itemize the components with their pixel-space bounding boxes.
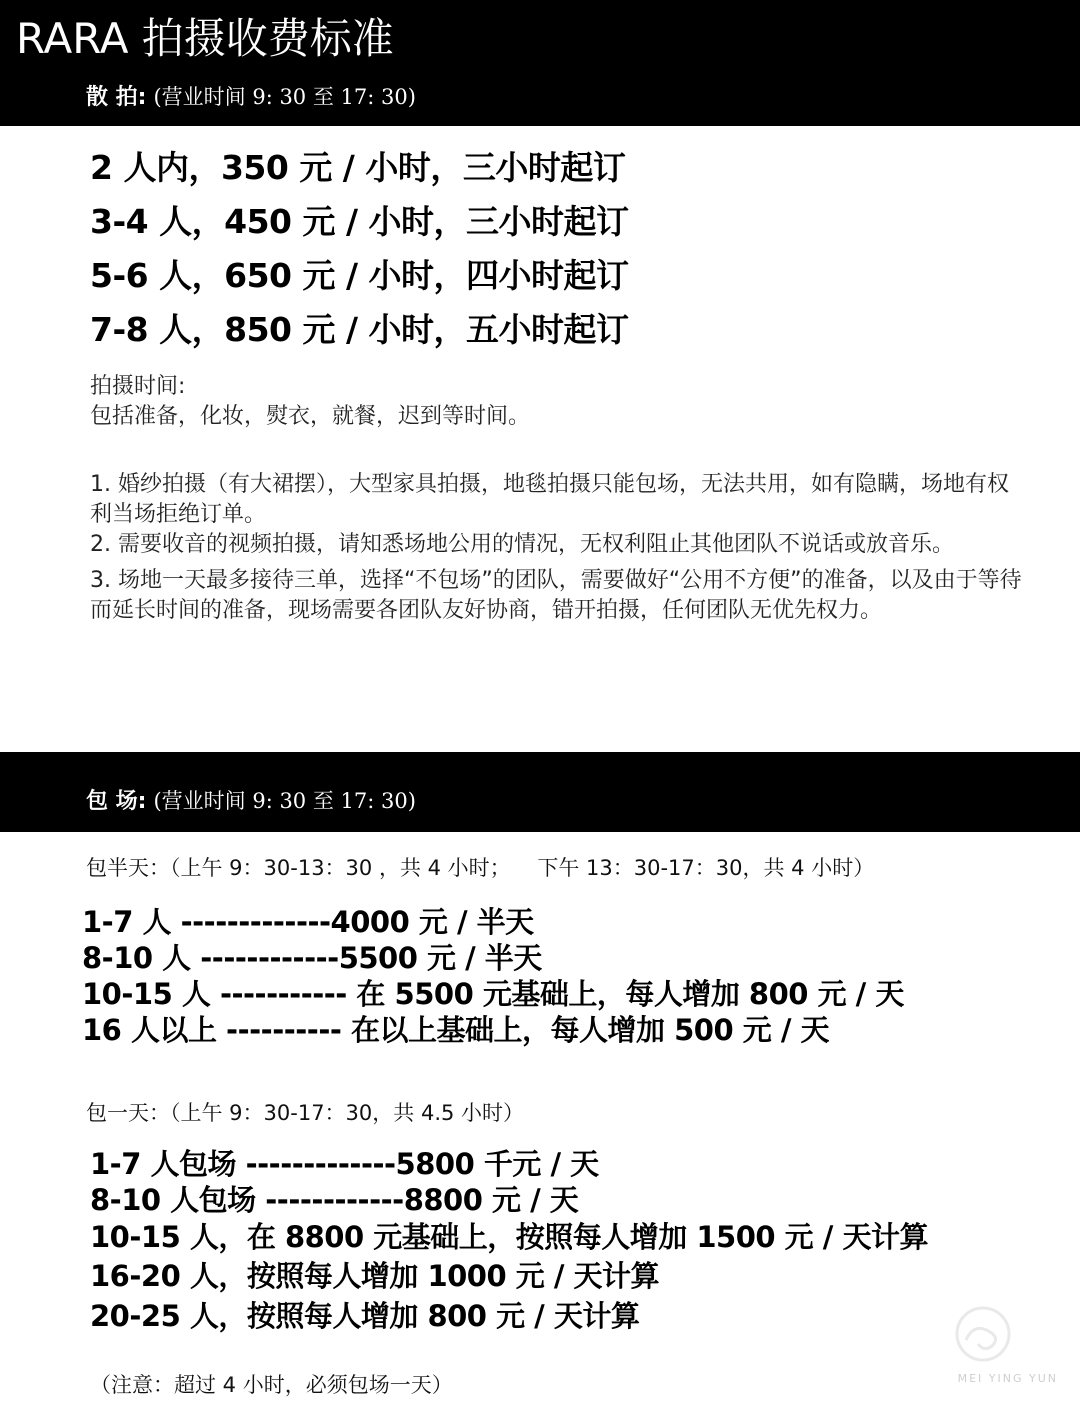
- section-scatter-heading: [86, 80, 416, 115]
- note-3: 3. 场地一天最多接待三单，选择“不包场”的团队，需要做好“公用不方便”的准备，以及由于等待而延长时间的准备，现场需要各团队友好协商，错开拍摄，任何团队无优先权力。: [90, 568, 1022, 623]
- half-day-row-1: 1-7 人 -------------4000 元 / 半天: [82, 905, 534, 939]
- section-scatter-label: 散 拍:: [86, 85, 147, 110]
- section-rental-bar: [0, 752, 1080, 832]
- shoot-time-text: 包括准备，化妆，熨衣，就餐，迟到等时间。: [90, 404, 531, 429]
- scatter-rate-4: 7-8 人，850 元 / 小时，五小时起订: [90, 310, 629, 349]
- page-title: RARA 拍摄收费标准: [16, 14, 394, 63]
- note-2: 2. 需要收音的视频拍摄，请知悉场地公用的情况，无权利阻止其他团队不说话或放音乐。: [90, 532, 954, 557]
- section-rental-label: 包 场:: [86, 789, 147, 814]
- shoot-time-block: [90, 372, 1030, 432]
- full-day-row-4: 16-20 人，按照每人增加 1000 元 / 天计算: [90, 1259, 660, 1293]
- full-day-row-2: 8-10 人包场 ------------8800 元 / 天: [90, 1183, 579, 1217]
- section-scatter-hours: (营业时间 9: 30 至 17: 30): [153, 85, 416, 109]
- footer-note: （注意：超过 4 小时，必须包场一天）: [90, 1373, 453, 1397]
- half-day-row-3: 10-15 人 ----------- 在 5500 元基础上，每人增加 800 元 / 天: [82, 977, 904, 1011]
- watermark-text: MEI YING YUN: [957, 1372, 1058, 1385]
- full-day-heading: 包一天：（上午 9：30-17：30，共 4.5 小时）: [86, 1101, 525, 1125]
- half-day-heading: 包半天：（上午 9：30-13：30 ，共 4 小时； 下午 13：30-17：30，共 4 小时）: [86, 856, 875, 880]
- section-rental-hours: (营业时间 9: 30 至 17: 30): [153, 789, 416, 813]
- scatter-rate-3: 5-6 人，650 元 / 小时，四小时起订: [90, 256, 629, 295]
- full-day-row-3: 10-15 人，在 8800 元基础上，按照每人增加 1500 元 / 天计算: [90, 1220, 928, 1254]
- shoot-time-label: 拍摄时间:: [90, 374, 186, 399]
- notes-block: [90, 470, 1030, 626]
- note-1: 1. 婚纱拍摄（有大裙摆），大型家具拍摄，地毯拍摄只能包场，无法共用，如有隐瞒，场地有权利当场拒绝订单。: [90, 472, 1009, 527]
- full-day-row-5: 20-25 人，按照每人增加 800 元 / 天计算: [90, 1299, 640, 1333]
- half-day-row-2: 8-10 人 ------------5500 元 / 半天: [82, 941, 542, 975]
- header-bar: [0, 0, 1080, 126]
- scatter-rate-2: 3-4 人，450 元 / 小时，三小时起订: [90, 202, 629, 241]
- section-rental-heading: [86, 784, 416, 819]
- scatter-rate-1: 2 人内，350 元 / 小时，三小时起订: [90, 148, 626, 187]
- full-day-row-1: 1-7 人包场 -------------5800 千元 / 天: [90, 1147, 599, 1181]
- half-day-row-4: 16 人以上 ---------- 在以上基础上，每人增加 500 元 / 天: [82, 1013, 830, 1047]
